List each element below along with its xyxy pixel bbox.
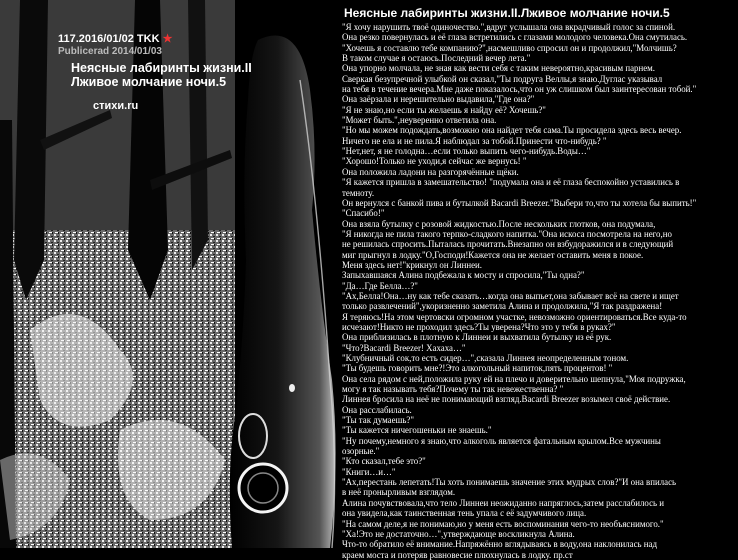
text-line: только развлечений",укоризненно заметила Алина и продолжила,"Я так раздражена! <box>342 301 663 312</box>
text-line: "Ты так думаешь?" <box>342 415 414 426</box>
text-line: в неё пронырливым взглядом. <box>342 487 456 498</box>
text-line: "Да…Где Белла…?" <box>342 280 418 291</box>
text-line: "Книги…и…" <box>342 466 396 477</box>
text-line: "Спасибо!" <box>342 208 385 219</box>
text-line: миг прыгнул в лодку."О,Господи!Кажется она не желает оставить меня в покое. <box>342 249 644 260</box>
text-line: на тебя в течение вечера.Мне даже показалось,что он уж слишком был заинтересован тобой." <box>342 84 697 95</box>
text-line: "На самом деле,я не понимаю,но у меня есть воспоминания чего-то необъяснимого." <box>342 518 664 529</box>
id-line: 117.2016/01/02 TKK ★ <box>58 33 173 45</box>
text-line: "Может быть.",неуверенно ответила она. <box>342 115 497 126</box>
text-line: "Я кажется пришла в замешательство! "подумала она и её глаза беспокойно уставились в <box>342 177 680 188</box>
text-line: озорные." <box>342 446 380 457</box>
text-line: "Хочешь я составлю тебе компанию?",насмешливо спросил он и продолжил,"Молчишь? <box>342 42 677 53</box>
text-line: "Ах,Белла!Она…ну как тебе сказать…когда она выпьет,она забывает всё на свете и ищет <box>342 290 679 301</box>
text-line: Меня здесь нет!"крикнул он Линнеи. <box>342 259 482 270</box>
text-line: она увидела,как таинственная тень упала с её задумчивого лица. <box>342 508 587 519</box>
glow-ring <box>239 464 287 512</box>
text-line: "Хорошо!Только не уходи,я сейчас же вернусь! " <box>342 156 527 167</box>
text-line: "Я никогда не пила такого терпко-сладкого напитка."Она искоса посмотрела на него,но <box>342 228 672 239</box>
text-line: исчезают!Никто не проходил здесь?Ты уверена?Что это у тебя в руках?" <box>342 321 616 332</box>
text-line: В таком случае я остаюсь.Последний вечер лета." <box>342 53 531 64</box>
text-line: Она расслабилась. <box>342 404 412 415</box>
text-line: краем моста и потеряв равновесие плюхнулась в лодку. пр.ст <box>342 549 573 560</box>
text-line: Что-то обратило её внимание.Напряжённо вглядываясь в воду,она наклонилась над <box>342 539 657 550</box>
tree-trunk <box>14 0 48 300</box>
text-line: "Я не знаю,но если ты желаешь я найду её? Хочешь?" <box>342 104 546 115</box>
text-line: могу я так называть тебя?Почему ты так невежественна? " <box>342 384 564 395</box>
text-line: Она приблизилась в плотную к Линнеи и выхватила бутылку из её рук. <box>342 332 612 343</box>
left-title-line-1: Неясные лабиринты жизни.II <box>71 61 252 75</box>
text-line: Я теряюсь!На этом чертовски огромном участке, невозможно ориентироваться.Все куда-то <box>342 311 687 322</box>
glow-orb <box>289 384 295 392</box>
text-line: "Ну почему,немного я знаю,что алкоголь является фатальным крылом.Все мужчины <box>342 435 661 446</box>
page-title: Неясные лабиринты жизни.II.Лживое молчание ночи.5 <box>344 6 670 20</box>
star-icon: ★ <box>159 33 173 45</box>
text-line: "Но мы можем подождать,возможно она найдет тебя сама.Ты просидела здесь весь вечер. <box>342 125 682 136</box>
text-line: "Нет,нет, я не голодна…если только выпить чего-нибудь.Воды…" <box>342 146 591 157</box>
text-line: Он вернулся с банкой пива и бутылкой Bacardi Breezer."Выбери то,что ты хотела бы выпить!" <box>342 197 697 208</box>
text-line: темноту. <box>342 187 375 198</box>
text-line: "Ты будешь говорить мне?!Это алкогольный напиток,пять процентов! " <box>342 363 613 374</box>
text-line: Ничего не ела и не пила.Я наблюдал за тобой.Принести что-нибудь? " <box>342 135 607 146</box>
text-line: Алина почувствовала,что тело Линнеи неожиданно напряглось,затем расслабилось и <box>342 497 665 508</box>
text-line: Сверкая безупречной улыбкой он сказал,"Ты подруга Веллы,я знаю.Дуглас указывал <box>342 73 663 84</box>
text-line: Запыхавшаяся Алина подбежала к мосту и спросила,"Ты одна?" <box>342 270 585 281</box>
text-line: не решилась спросить.Пыталась прочитать.Внезапно он взбудоражился и в следующий <box>342 239 674 250</box>
text-line: "Я хочу нарушить твоё одиночество.",вдруг услышала она вкрадчивый голос за спиной. <box>342 22 676 32</box>
left-title-line-2: Лживое молчание ночи.5 <box>71 75 227 89</box>
published-date: Publicerad 2014/01/03 <box>58 46 162 57</box>
story-text <box>342 22 738 560</box>
text-line: Она резко повернулась и её глаза встретились с глазами молодого человека.Она смутилась. <box>342 32 688 43</box>
text-line: "Что?Bacardi Breezer! Хахаха…" <box>342 342 466 353</box>
text-line: Она села рядом с ней,положила руку ей на плечо и доверительно шепнула,"Моя подружка, <box>342 373 686 384</box>
site-name: стихи.ru <box>93 100 139 112</box>
text-line: Линнея бросила на неё не понимающий взгляд.Bacardi Breezer возымел своё действие. <box>342 394 671 405</box>
text-line: Она взяла бутылку с розовой жидкостью.После нескольких глотков, она подумала, <box>342 218 656 229</box>
text-line: "Ах,перестань лепетать!Ты хоть понимаешь значение этих мудрых слов?"И она впилась <box>342 477 677 488</box>
text-line: "Клубничный сок,то есть сидер…",сказала Линнея неопределенным тоном. <box>342 353 629 363</box>
text-line: Она положила ладони на разгорячённые щёки. <box>342 166 519 177</box>
text-line: Она заёрзала и нерешительно выдавила,"Где она?" <box>342 94 535 105</box>
left-title <box>71 61 252 89</box>
text-line: "Ха!Это не достаточно…",утверждающе воскликнула Алина. <box>342 528 575 539</box>
text-line: "Ты кажется ничегошеньки не знаешь." <box>342 425 492 436</box>
text-line: Она упорно молчала, не зная как вести себя с таким невероятно,красивым парнем. <box>342 63 655 74</box>
text-line: "Кто сказал,тебе это?" <box>342 456 426 467</box>
